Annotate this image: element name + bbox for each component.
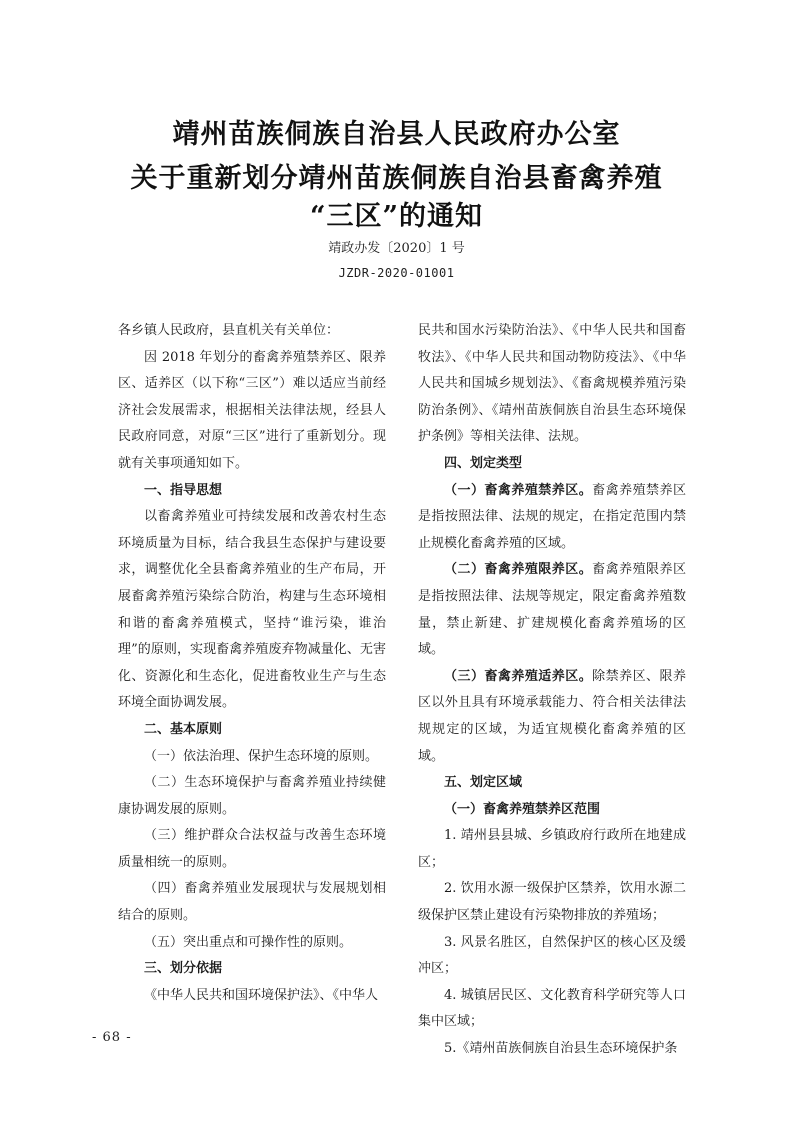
- document-number: 靖政办发〔2020〕1 号: [328, 241, 465, 256]
- zone-type-label: （三）畜禽养殖适养区。: [444, 668, 593, 684]
- principle-item: （五）突出重点和可操作性的原则。: [144, 934, 353, 950]
- zone-list-item: 4. 城镇居民区、文化教育科学研究等人口集中区域；: [418, 987, 686, 1030]
- zone-type-item: [418, 557, 686, 663]
- left-column: [118, 318, 386, 1009]
- zone-type-text: 畜禽养殖限养区是指按照法律、法规等规定，限定畜禽养殖数量，禁止新建、扩建规模化畜禽养殖场的区域。: [418, 562, 686, 658]
- page-number: - 68 -: [92, 1030, 132, 1045]
- guiding-ideology-paragraph: 以畜禽养殖业可持续发展和改善农村生态环境质量为目标，结合我县生态保护与建设要求，调整优化全县畜禽养殖业的生产布局，开展畜禽养殖污染综合防治，构建与生态环境相和谐的畜禽养殖模式，坚持“谁污染，谁治理”的原则，实现畜禽养殖废弃物减量化、无害化、资源化和生态化，促进畜牧业生产与生态环境全面协调发展。: [118, 509, 386, 711]
- zone-type-text: 除禁养区、限养区以外且具有环境承载能力、符合相关法律法规规定的区域，为适宜规模化畜禽养殖的区域。: [418, 668, 686, 764]
- section-heading-1: 一、指导思想: [144, 482, 223, 498]
- zone-list-item: 3. 风景名胜区，自然保护区的核心区及缓冲区；: [418, 934, 686, 977]
- principle-item: （一）依法治理、保护生态环境的原则。: [144, 748, 379, 764]
- title-line-3: “三区”的通知: [309, 201, 484, 232]
- section-heading-5: 五、划定区域: [444, 775, 523, 791]
- basis-paragraph-continued: 民共和国水污染防治法》、《中华人民共和国畜牧法》、《中华人民共和国动物防疫法》、《中华人民共和国城乡规划法》、《畜禽规模养殖污染防治条例》、《靖州苗族侗族自治县生态环境保护条例》等相关法律、法规。: [418, 323, 686, 445]
- zone-type-text: 畜禽养殖禁养区是指按照法律、法规的规定，在指定范围内禁止规模化畜禽养殖的区域。: [418, 482, 686, 551]
- zone-type-label: （一）畜禽养殖禁养区。: [444, 482, 593, 498]
- subsection-heading: （一）畜禽养殖禁养区范围: [444, 801, 601, 817]
- principle-item: （二）生态环境保护与畜禽养殖业持续健康协调发展的原则。: [118, 775, 386, 817]
- zone-list-item: 5.《靖州苗族侗族自治县生态环境保护条: [444, 1041, 678, 1057]
- zone-type-item: [418, 478, 686, 558]
- principle-item: （四）畜禽养殖业发展现状与发展规划相结合的原则。: [118, 881, 386, 924]
- zone-list-item: 1. 靖州县县城、乡镇政府行政所在地建成区；: [418, 828, 686, 870]
- right-column: [418, 318, 686, 1063]
- principle-item: （三）维护群众合法权益与改善生态环境质量相统一的原则。: [118, 828, 386, 870]
- basis-paragraph-start: 《中华人民共和国环境保护法》、《中华人: [144, 987, 379, 1003]
- section-heading-3: 三、划分依据: [144, 961, 223, 977]
- document-code: JZDR-2020-01001: [338, 266, 455, 280]
- salutation: 各乡镇人民政府，县直机关有关单位：: [118, 323, 340, 338]
- section-heading-4: 四、划定类型: [444, 455, 523, 471]
- title-line-1: 靖州苗族侗族自治县人民政府办公室: [172, 119, 621, 150]
- section-heading-2: 二、基本原则: [144, 721, 223, 737]
- zone-type-item: [418, 664, 686, 770]
- title-line-2: 关于重新划分靖州苗族侗族自治县畜禽养殖: [130, 163, 663, 194]
- intro-paragraph: 因 2018 年划分的畜禽养殖禁养区、限养区、适养区（以下称“三区”）难以适应当前经济社会发展需求，根据相关法律法规，经县人民政府同意，对原“三区”进行了重新划分。现就有关事项通知如下。: [118, 349, 386, 471]
- zone-type-label: （二）畜禽养殖限养区。: [444, 562, 593, 578]
- zone-list-item: 2. 饮用水源一级保护区禁养，饮用水源二级保护区禁止建设有污染物排放的养殖场；: [418, 881, 686, 924]
